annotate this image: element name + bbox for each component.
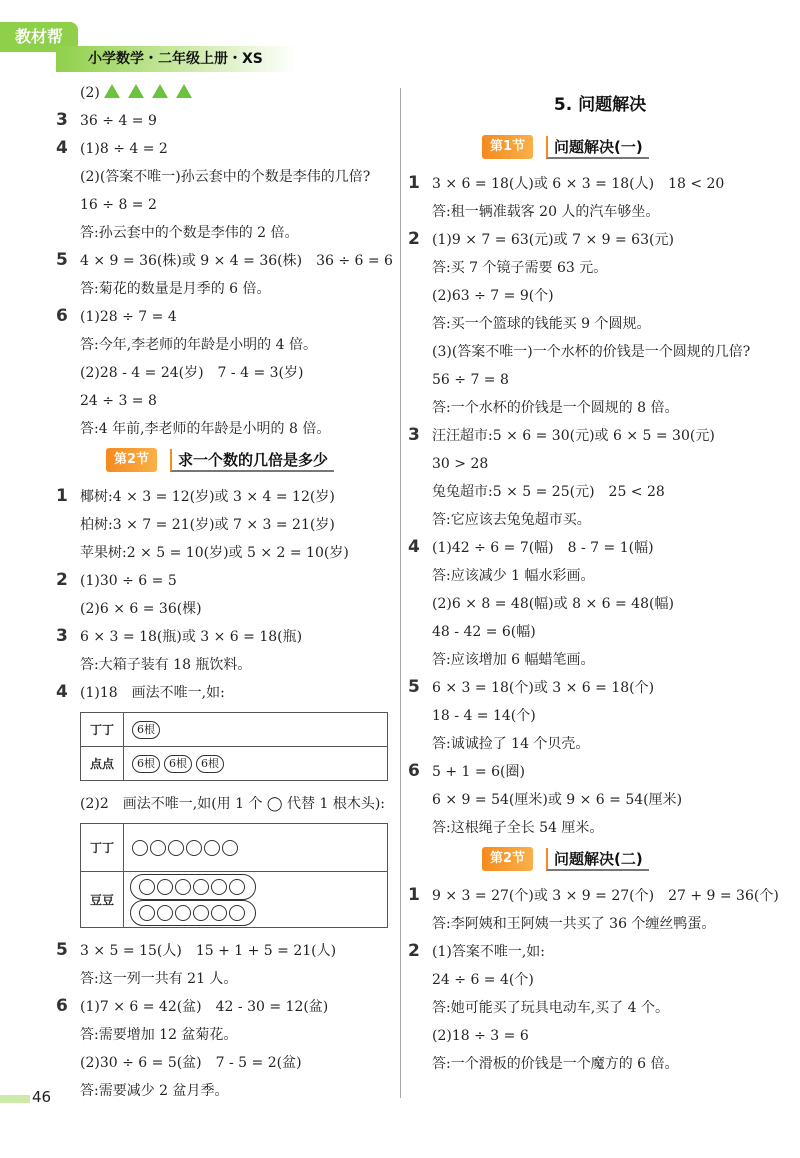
- question-number: 3: [408, 425, 420, 445]
- answer-line: (2)(答案不唯一)孙云套中的个数是李伟的几倍?: [80, 169, 371, 185]
- row-drawing: [124, 872, 388, 928]
- section-heading: [410, 847, 790, 873]
- stick-bundle: 6根: [196, 755, 224, 773]
- answer-text: 36 ÷ 4 = 9: [80, 113, 157, 129]
- circle-icon: [139, 879, 155, 895]
- question-number: 1: [408, 173, 420, 193]
- answer-line: 答:今年,李老师的年龄是小明的 4 倍。: [80, 337, 317, 353]
- question-number: 6: [408, 761, 420, 781]
- answer-line: 56 ÷ 7 = 8: [432, 372, 509, 388]
- row-drawing: [124, 713, 388, 747]
- answer-line: 柏树:3 × 7 = 21(岁)或 7 × 3 = 21(岁): [80, 517, 335, 533]
- answer-text: 6 × 3 = 18(瓶)或 3 × 6 = 18(瓶): [80, 629, 303, 645]
- circle-icon: [150, 840, 166, 856]
- answer-line: [410, 427, 790, 446]
- answer-line: 答:诚诚捡了 14 个贝壳。: [432, 736, 590, 752]
- left-column: [58, 84, 398, 1110]
- section-title: 求一个数的几倍是多少: [170, 449, 334, 472]
- answer-line: 答:需要增加 12 盆菊花。: [80, 1027, 238, 1043]
- section-badge: 第2节: [482, 847, 533, 871]
- answer-line: 30 > 28: [432, 456, 489, 472]
- question-number: 2: [56, 570, 68, 590]
- triangle-icon: [104, 84, 120, 98]
- circle-icon: [175, 879, 191, 895]
- answer-line: 答:应该增加 6 幅蜡笔画。: [432, 652, 595, 668]
- answer-line: (2)18 ÷ 3 = 6: [432, 1028, 529, 1044]
- answer-line: [410, 943, 790, 962]
- section-badge: 第2节: [106, 448, 157, 472]
- page-number-bar: [0, 1095, 30, 1103]
- answer-line: 答:这一列一共有 21 人。: [80, 971, 238, 987]
- section-title: 问题解决(二): [546, 848, 649, 871]
- row-label: 丁丁: [81, 824, 124, 872]
- row-label: 点点: [81, 747, 124, 781]
- question-number: 4: [56, 682, 68, 702]
- answer-line: [410, 539, 790, 558]
- answer-line: [58, 998, 398, 1017]
- circle-icon: [193, 905, 209, 921]
- question-number: 4: [56, 138, 68, 158]
- circle-icon: [139, 905, 155, 921]
- answer-text: 3 × 6 = 18(人)或 6 × 3 = 18(人) 18 < 20: [432, 176, 725, 192]
- answer-line: 24 ÷ 3 = 8: [80, 393, 157, 409]
- column-divider: [400, 88, 401, 1098]
- question-number: 4: [408, 537, 420, 557]
- answer-line: (2)6 × 8 = 48(幅)或 8 × 6 = 48(幅): [432, 596, 674, 612]
- answer-line: (2)63 ÷ 7 = 9(个): [432, 288, 554, 304]
- answer-text: 9 × 3 = 27(个)或 3 × 9 = 27(个) 27 + 9 = 36(个): [432, 888, 779, 904]
- section-badge: 第1节: [482, 135, 533, 159]
- circle-icon: [186, 840, 202, 856]
- question-number: 5: [56, 940, 68, 960]
- answer-line: 48 - 42 = 6(幅): [432, 624, 536, 640]
- answer-line: [58, 572, 398, 591]
- circle-icon: [204, 840, 220, 856]
- question-number: 1: [56, 486, 68, 506]
- question-number: 2: [408, 941, 420, 961]
- question-number: 1: [408, 885, 420, 905]
- answer-line: [58, 308, 398, 327]
- answer-text: (2): [80, 85, 100, 101]
- answer-text: (1)8 ÷ 4 = 2: [80, 141, 168, 157]
- answer-line: 答:这根绳子全长 54 厘米。: [432, 820, 604, 836]
- row-drawing: [124, 824, 388, 872]
- triangle-icon: [176, 84, 192, 98]
- answer-line: (2)28 - 4 = 24(岁) 7 - 4 = 3(岁): [80, 365, 304, 381]
- answer-line: [410, 231, 790, 250]
- stick-bundle: 6根: [132, 755, 160, 773]
- answer-line: 16 ÷ 8 = 2: [80, 197, 157, 213]
- answer-line: [58, 628, 398, 647]
- answer-text: (1)7 × 6 = 42(盆) 42 - 30 = 12(盆): [80, 999, 329, 1015]
- answer-line: 答:需要减少 2 盆月季。: [80, 1083, 229, 1099]
- drawing-table-1: [80, 712, 388, 781]
- answer-line: [58, 112, 398, 131]
- answer-line: 答:菊花的数量是月季的 6 倍。: [80, 281, 271, 297]
- answer-line: [410, 763, 790, 782]
- circle-icon: [132, 840, 148, 856]
- answer-line: 答:她可能买了玩具电动车,买了 4 个。: [432, 1000, 669, 1016]
- answer-text: (1)答案不唯一,如:: [432, 944, 545, 960]
- section-heading: [58, 448, 398, 474]
- answer-line: [410, 175, 790, 194]
- chapter-title: 5. 问题解决: [553, 95, 647, 115]
- answer-line: 答:它应该去兔兔超市买。: [432, 512, 591, 528]
- answer-line: [58, 252, 398, 271]
- drawing-table-2: [80, 823, 388, 928]
- answer-line: 答:买一个篮球的钱能买 9 个圆规。: [432, 316, 651, 332]
- row-label: 丁丁: [81, 713, 124, 747]
- answer-line: 答:李阿姨和王阿姨一共买了 36 个缠丝鸭蛋。: [432, 916, 716, 932]
- stick-bundle: 6根: [164, 755, 192, 773]
- answer-text: (1)18 画法不唯一,如:: [80, 685, 225, 701]
- answer-line: 6 × 9 = 54(厘米)或 9 × 6 = 54(厘米): [432, 792, 683, 808]
- stick-bundle: 6根: [132, 721, 160, 739]
- row-drawing: [124, 747, 388, 781]
- question-number: 6: [56, 306, 68, 326]
- section-heading: [410, 135, 790, 161]
- question-number: 6: [56, 996, 68, 1016]
- group-ellipse: [130, 874, 256, 900]
- section-title: 问题解决(一): [546, 136, 649, 159]
- answer-line: [410, 679, 790, 698]
- answer-text: 3 × 5 = 15(人) 15 + 1 + 5 = 21(人): [80, 943, 337, 959]
- triangle-icon: [152, 84, 168, 98]
- question-number: 3: [56, 626, 68, 646]
- answer-line: [58, 684, 398, 703]
- question-number: 2: [408, 229, 420, 249]
- circle-icon: [193, 879, 209, 895]
- page-number: 46: [32, 1088, 52, 1106]
- header-title: 小学数学・二年级上册・XS: [88, 51, 263, 67]
- circle-icon: [229, 905, 245, 921]
- answer-text: (1)42 ÷ 6 = 7(幅) 8 - 7 = 1(幅): [432, 540, 654, 556]
- answer-text: 4 × 9 = 36(株)或 9 × 4 = 36(株) 36 ÷ 6 = 6: [80, 253, 393, 269]
- question-number: 3: [56, 110, 68, 130]
- answer-line: (2)2 画法不唯一,如(用 1 个 ◯ 代替 1 根木头):: [80, 796, 386, 812]
- answer-text: (1)28 ÷ 7 = 4: [80, 309, 177, 325]
- answer-line: 答:应该减少 1 幅水彩画。: [432, 568, 595, 584]
- answer-line: 兔兔超市:5 × 5 = 25(元) 25 < 28: [432, 484, 665, 500]
- answer-text: (1)30 ÷ 6 = 5: [80, 573, 177, 589]
- answer-line: [58, 140, 398, 159]
- answer-line: [58, 84, 398, 103]
- circle-icon: [222, 840, 238, 856]
- answer-line: 苹果树:2 × 5 = 10(岁)或 5 × 2 = 10(岁): [80, 545, 349, 561]
- circle-icon: [157, 879, 173, 895]
- answer-line: 答:租一辆准载客 20 人的汽车够坐。: [432, 204, 660, 220]
- answer-text: 5 + 1 = 6(圈): [432, 764, 525, 780]
- answer-text: 汪汪超市:5 × 6 = 30(元)或 6 × 5 = 30(元): [432, 428, 715, 444]
- answer-line: [410, 887, 790, 906]
- circle-icon: [175, 905, 191, 921]
- answer-line: [58, 488, 398, 507]
- answer-line: 24 ÷ 6 = 4(个): [432, 972, 534, 988]
- row-label: 豆豆: [81, 872, 124, 928]
- circle-icon: [157, 905, 173, 921]
- answer-line: 答:一个水杯的价钱是一个圆规的 8 倍。: [432, 400, 679, 416]
- circle-icon: [211, 905, 227, 921]
- answer-text: 椰树:4 × 3 = 12(岁)或 3 × 4 = 12(岁): [80, 489, 335, 505]
- answer-text: 6 × 3 = 18(个)或 3 × 6 = 18(个): [432, 680, 655, 696]
- circle-icon: [229, 879, 245, 895]
- group-ellipse: [130, 900, 256, 926]
- answer-line: (2)6 × 6 = 36(棵): [80, 601, 202, 617]
- answer-line: 答:4 年前,李老师的年龄是小明的 8 倍。: [80, 421, 331, 437]
- answer-line: [58, 942, 398, 961]
- answer-line: 答:孙云套中的个数是李伟的 2 倍。: [80, 225, 299, 241]
- answer-text: (1)9 × 7 = 63(元)或 7 × 9 = 63(元): [432, 232, 674, 248]
- right-column: [410, 84, 790, 1083]
- answer-line: 18 - 4 = 14(个): [432, 708, 536, 724]
- header-tag: 教材帮: [0, 22, 78, 52]
- question-number: 5: [408, 677, 420, 697]
- triangle-icon: [128, 84, 144, 98]
- answer-line: (3)(答案不唯一)一个水杯的价钱是一个圆规的几倍?: [432, 344, 751, 360]
- circle-icon: [168, 840, 184, 856]
- answer-line: 答:一个滑板的价钱是一个魔方的 6 倍。: [432, 1056, 679, 1072]
- answer-line: 答:买 7 个镜子需要 63 元。: [432, 260, 608, 276]
- answer-line: 答:大箱子装有 18 瓶饮料。: [80, 657, 252, 673]
- answer-line: (2)30 ÷ 6 = 5(盆) 7 - 5 = 2(盆): [80, 1055, 302, 1071]
- circle-icon: [211, 879, 227, 895]
- question-number: 5: [56, 250, 68, 270]
